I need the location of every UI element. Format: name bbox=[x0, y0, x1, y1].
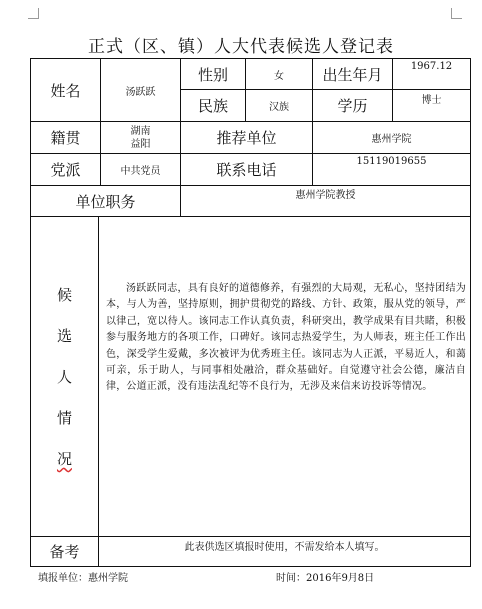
label-name: 姓名 bbox=[50, 81, 81, 100]
label-education: 学历 bbox=[337, 97, 368, 115]
label-birth: 出生年月 bbox=[322, 65, 383, 84]
form-title: 正式（区、镇）人大代表候选人登记表 bbox=[88, 37, 394, 57]
field-name[interactable]: 汤跃跃 bbox=[125, 86, 156, 98]
field-native-place[interactable] bbox=[101, 122, 180, 153]
label-phone: 联系电话 bbox=[216, 161, 277, 179]
field-ethnicity[interactable]: 汉族 bbox=[269, 102, 289, 113]
field-birth[interactable]: 1967.12 bbox=[410, 60, 453, 72]
label-gender: 性别 bbox=[197, 65, 228, 84]
label-position: 单位职务 bbox=[75, 192, 136, 211]
field-recommender[interactable]: 惠州学院 bbox=[371, 134, 412, 145]
label-profile-char: 情 bbox=[56, 409, 72, 427]
field-party[interactable]: 中共党员 bbox=[120, 166, 161, 177]
field-gender[interactable]: 女 bbox=[274, 70, 284, 82]
field-remarks[interactable]: 此表供选区填报时使用，不需发给本人填写。 bbox=[184, 541, 385, 553]
label-profile-char: 人 bbox=[56, 368, 72, 386]
label-profile-char: 选 bbox=[56, 327, 72, 345]
label-profile-char: 候 bbox=[56, 286, 72, 304]
label-remarks: 备考 bbox=[49, 543, 80, 561]
page-corner-mark bbox=[28, 8, 39, 19]
label-profile-char: 况 bbox=[56, 450, 72, 468]
field-position[interactable]: 惠州学院教授 bbox=[295, 189, 356, 201]
field-native-place-line1: 湖南 bbox=[130, 125, 151, 137]
label-candidate-profile bbox=[31, 217, 98, 536]
footer-reporting-unit: 填报单位：惠州学院 bbox=[38, 573, 128, 584]
field-education[interactable]: 博士 bbox=[421, 94, 442, 106]
label-ethnicity: 民族 bbox=[197, 97, 228, 115]
field-phone[interactable]: 15119019655 bbox=[356, 155, 427, 167]
label-native-place: 籍贯 bbox=[50, 129, 81, 147]
footer-date: 时间：2016年9月8日 bbox=[276, 573, 375, 584]
field-native-place-line2: 益阳 bbox=[130, 138, 151, 150]
page-corner-mark bbox=[451, 8, 462, 19]
field-candidate-profile[interactable]: 汤跃跃同志，具有良好的道德修养，有强烈的大局观，无私心，坚持团结为本，与人为善，坚持原则，拥护贯彻党的路线、方针、政策，服从党的领导，严以律己，宽以待人。该同志工作认真负责，科研突出，教学成果有目共睹，积极参与服务地方的各项工作，口碑好。该同志热爱学生，为人师表，班主任工作出色，深受学生爱戴，多次被评为优秀班主任。该同志为人正派，平易近人，和蔼可亲，乐于助人，与同事相处融洽，群众基础好。自觉遵守社会公德，廉洁自律，公道正派，没有违法乱纪等不良行为，无涉及来信来访投诉等情况。 bbox=[106, 283, 466, 393]
label-recommender: 推荐单位 bbox=[216, 129, 277, 147]
label-party: 党派 bbox=[50, 161, 81, 179]
